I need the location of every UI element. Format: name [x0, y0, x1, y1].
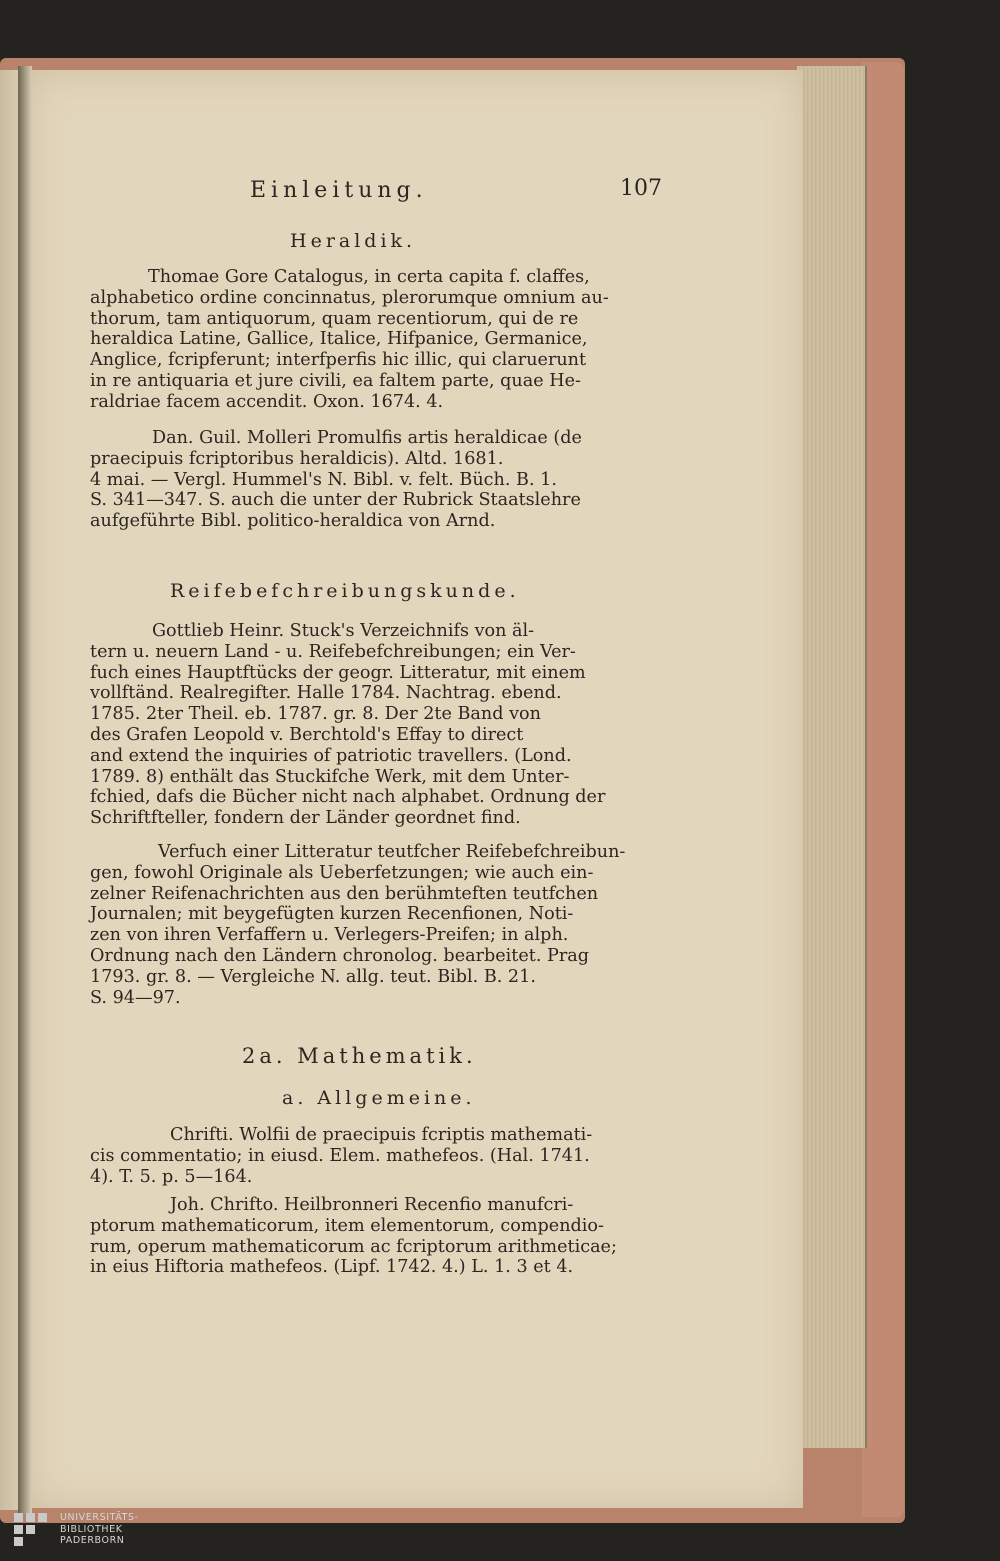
section-heading-mathematik: 2a. Mathematik. — [242, 1044, 477, 1068]
text-line: ptorum mathematicorum, item elementorum, compendio- — [90, 1215, 604, 1236]
paragraph — [90, 428, 682, 532]
text-line: fuch eines Hauptftücks der geogr. Litteratur, mit einem — [90, 662, 586, 683]
text-line: alphabetico ordine concinnatus, plerorumque omnium au- — [90, 287, 609, 308]
text-line: fchied, dafs die Bücher nicht nach alphabet. Ordnung der — [90, 787, 606, 808]
text-line: des Grafen Leopold v. Berchtold's Effay to direct — [90, 724, 524, 745]
text-line: 4). T. 5. p. 5—164. — [90, 1166, 253, 1187]
text-line: tern u. neuern Land - u. Reifebefchreibungen; ein Ver- — [90, 641, 576, 662]
paragraph — [90, 842, 682, 1008]
section-heading-heraldik: Heraldik. — [290, 230, 417, 252]
text-line: praecipuis fcriptoribus heraldicis). Altd. 1681. — [90, 448, 504, 469]
text-line: 1793. gr. 8. — Vergleiche N. allg. teut. Bibl. B. 21. — [90, 966, 536, 987]
text-line: gen, fowohl Originale als Ueberfetzungen; wie auch ein- — [90, 862, 594, 883]
paragraph — [90, 1195, 682, 1278]
page-number: 107 — [620, 176, 662, 201]
text-line: in re antiquaria et jure civili, ea faltem parte, quae He- — [90, 370, 581, 391]
library-logo — [14, 1510, 214, 1552]
text-line: Joh. Chrifto. Heilbronneri Recenfio manufcri- — [170, 1195, 574, 1215]
text-line: Chrifti. Wolfii de praecipuis fcriptis mathemati- — [170, 1125, 593, 1145]
text-line: Gottlieb Heinr. Stuck's Verzeichnifs von äl- — [152, 621, 535, 641]
text-line: Thomae Gore Catalogus, in certa capita f. claffes, — [148, 267, 590, 287]
text-line: vollftänd. Realregifter. Halle 1784. Nachtrag. ebend. — [90, 683, 562, 704]
book-cover-edge — [862, 62, 904, 1517]
paragraph — [90, 267, 682, 413]
book-gutter — [18, 66, 32, 1514]
section-heading-reisebeschreibungskunde: Reifebefchreibungskunde. — [170, 580, 520, 602]
text-line: zen von ihren Verfaffern u. Verlegers-Preifen; in alph. — [90, 925, 569, 946]
text-line: and extend the inquiries of patriotic travellers. (Lond. — [90, 745, 572, 766]
paragraph — [90, 1125, 682, 1187]
logo-line: PADERBORN — [60, 1535, 125, 1546]
subsection-heading-allgemeine: a. Allgemeine. — [282, 1087, 476, 1109]
library-logo-text — [60, 1512, 139, 1547]
text-line: Dan. Guil. Molleri Promulfis artis heraldicae (de — [152, 428, 582, 448]
text-line: 1789. 8) enthält das Stuckifche Werk, mit dem Unter- — [90, 766, 570, 787]
running-head: Einleitung. — [250, 178, 428, 203]
text-line: cis commentatio; in eiusd. Elem. mathefeos. (Hal. 1741. — [90, 1145, 590, 1166]
text-line: S. 341—347. S. auch die unter der Rubrick Staatslehre — [90, 490, 581, 511]
text-line: Journalen; mit beygefügten kurzen Recenfionen, Noti- — [90, 904, 574, 925]
text-line: rum, operum mathematicorum ac fcriptorum arithmeticae; — [90, 1236, 617, 1257]
text-line: raldriae facem accendit. Oxon. 1674. 4. — [90, 391, 444, 412]
page-edges — [797, 66, 867, 1448]
library-logo-icon — [14, 1513, 48, 1547]
text-line: heraldica Latine, Gallice, Italice, Hifpanice, Germanice, — [90, 329, 588, 350]
text-line: thorum, tam antiquorum, quam recentiorum, qui de re — [90, 308, 579, 329]
text-line: Ordnung nach den Ländern chronolog. bearbeitet. Prag — [90, 945, 590, 966]
text-line: aufgeführte Bibl. politico-heraldica von Arnd. — [90, 511, 496, 532]
logo-line: UNIVERSITÄTS- — [60, 1512, 139, 1523]
paragraph — [90, 621, 682, 829]
text-line: Verfuch einer Litteratur teutfcher Reifebefchreibun- — [158, 842, 626, 862]
text-line: 4 mai. — Vergl. Hummel's N. Bibl. v. felt. Büch. B. 1. — [90, 469, 557, 490]
text-line: Anglice, fcripferunt; interfperfis hic illic, qui claruerunt — [90, 350, 587, 371]
text-line: in eius Hiftoria mathefeos. (Lipf. 1742. 4.) L. 1. 3 et 4. — [90, 1257, 574, 1278]
logo-line: BIBLIOTHEK — [60, 1523, 123, 1535]
text-line: zelner Reifenachrichten aus den berühmteften teutfchen — [90, 883, 599, 904]
text-line: Schriftfteller, fondern der Länder geordnet find. — [90, 808, 521, 829]
text-line: S. 94—97. — [90, 987, 181, 1008]
text-line: 1785. 2ter Theil. eb. 1787. gr. 8. Der 2te Band von — [90, 704, 541, 725]
